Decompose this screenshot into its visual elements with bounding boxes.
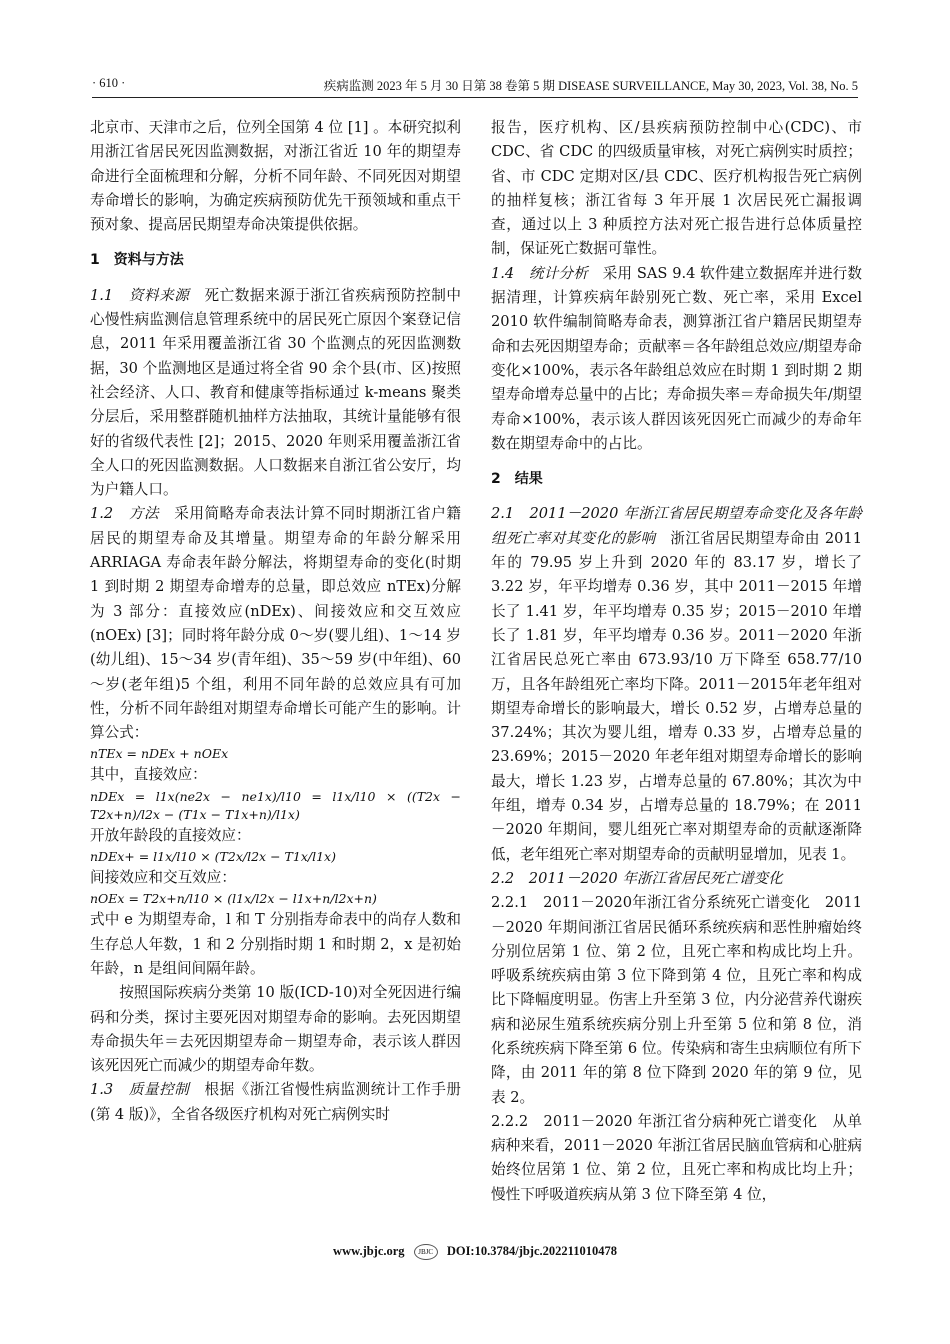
section-1-3-body: 根据《浙江省慢性病监测统计工作手册(第 4 版)》，全省各级医疗机构对死亡病例实时 [90, 1081, 461, 1123]
formula-indirect-effect: nOEx = T2x+n/l10 × (l1x/l2x − l1x+n/l2x+n) [90, 891, 377, 907]
icd-paragraph: 按照国际疾病分类第 10 版(ICD-10)对全死因进行编码和分类，探讨主要死因对期望寿命的影响。去死因期望寿命损失年＝去死因期望寿命－期望寿命，表示该人群因该死因死亡而减少的期望寿命年数。 [90, 984, 461, 1075]
indirect-effect-label: 间接效应和交互效应： [90, 869, 236, 887]
section-2-2-1-body: 2011－2020 年期间浙江省居民循环系统疾病和恶性肿瘤始终分别位居第 1 位、第 2 位，且死亡率和构成比均上升。呼吸系统疾病由第 3 位下降到第 4 位，且死亡率和构成比下降幅度明显。伤害上升至第 3 位，内分泌营养代谢疾病和泌尿生殖系统疾病分别上升至第 5 位和第 8 位，消化系统疾病下降至第 6 位。传染病和寄生虫病顺位有所下降，由 2011 年的第 8 位下降到 2020 年的第 9 位，见表 2。 [491, 894, 862, 1106]
section-2-1-body: 浙江省居民期望寿命由 2011 年的 79.95 岁上升到 2020 年的 83.17 岁，增长了 3.22 岁，年平均增寿 0.36 岁，其中 2011－2015 年增长了 1.41 岁，年平均增寿 0.35 岁；2015－2010 年增长了 1.81 岁，年平均增寿 0.36 岁。2011－2020 年浙江省居民总死亡率由 673.93/10 万下降至 658.77/10万，且各年龄组死亡率均下降。2011－2015年老年组对期望寿命增长的影响最大，增长 0.52 岁，占增寿总量的 37.24%；其次为婴儿组，增寿 0.33 岁，占增寿总量的 23.69%；2015－2020 年老年组对期望寿命增长的影响最大，增长 1.23 岁，占增寿总量的 67.80%；其次为中年组，增寿 0.34 岁，占增寿总量的 18.79%；在 2011－2020 年期间，婴儿组死亡率对期望寿命的贡献逐渐降低，老年组死亡率对期望寿命的贡献明显增加，见表 1。 [491, 529, 862, 863]
left-column [90, 116, 461, 1127]
section-1-2 [90, 502, 461, 745]
formula-open-age-effect: nDEx+ = l1x/l10 × (T2x/l2x − T1x/l1x) [90, 849, 336, 865]
section-2-heading: 2 结果 [491, 471, 543, 488]
where-paragraph: 式中 e 为期望寿命，l 和 T 分别指寿命表中的尚存人数和生存总人年数，1 和 2 分别指时期 1 和时期 2，x 是初始年龄，n 是组间间隔年龄。 [90, 911, 461, 977]
section-1-heading: 1 资料与方法 [90, 252, 184, 269]
section-1-4 [491, 262, 862, 456]
direct-effect-label: 其中，直接效应： [90, 766, 207, 784]
section-2-1-title: 2.1 2011－2020 年浙江省居民期望寿命变化及各年龄组死亡率对其变化的影响 [491, 505, 862, 547]
section-2-2-1 [491, 891, 862, 1110]
journal-logo-icon: JBJC [414, 1244, 438, 1260]
page-header [92, 76, 858, 98]
intro-paragraph: 北京市、天津市之后，位列全国第 4 位 [1] 。本研究拟利用浙江省居民死因监测数据，对浙江省近 10 年的期望寿命进行全面梳理和分解，分析不同年龄、不同死因对期望寿命增长的影响，为确定疾病预防优先干预领域和重点干预对象、提高居民期望寿命决策提供依据。 [90, 119, 461, 234]
section-2-2-1-title: 2.2.1 2011－2020年浙江省分系统死亡谱变化 [491, 894, 811, 912]
section-1-1 [90, 284, 461, 503]
footer-url[interactable]: www.jbjc.org [333, 1244, 405, 1258]
page-footer [0, 1244, 950, 1260]
section-1-4-title: 1.4 统计分析 [491, 264, 588, 282]
page-number: · 610 · [92, 76, 126, 90]
open-age-label: 开放年龄段的直接效应： [90, 826, 251, 844]
quality-control-cont: 报告，医疗机构、区/县疾病预防控制中心(CDC)、市 CDC、省 CDC 的四级质量审核，对死亡病例实时质控；省、市 CDC 定期对区/县 CDC、医疗机构报告死亡病例的抽样复核；浙江省每 3 年开展 1 次居民死亡漏报调查，通过以上 3 种质控方法对死亡报告进行总体质量控制，保证死亡数据可靠性。 [491, 119, 862, 258]
header-rule [92, 97, 858, 98]
right-column [491, 116, 862, 1207]
footer-doi[interactable]: DOI:10.3784/jbjc.202211010478 [446, 1244, 617, 1258]
formula-total-effect: nTEx = nDEx + nOEx [90, 746, 229, 762]
formula-direct-effect: nDEx = l1x(ne2x − ne1x)/l10 = l1x/l10 × ((T2x − T2x+n)/l2x − (T1x − T1x+n)/l1x) [90, 788, 461, 822]
section-1-3-title: 1.3 质量控制 [90, 1081, 190, 1099]
journal-citation: 疾病监测 2023 年 5 月 30 日第 38 卷第 5 期 DISEASE SURVEILLANCE, May 30, 2023, Vol. 38, No. 5 [323, 79, 858, 93]
section-2-2-2-body: 从单病种来看，2011－2020 年浙江省居民脑血管病和心脏病始终位居第 1 位、第 2 位，且死亡率和构成比均上升；慢性下呼吸道疾病从第 3 位下降至第 4 位， [491, 1112, 862, 1203]
section-2-1 [491, 502, 862, 866]
section-1-2-title: 1.2 方法 [90, 505, 160, 523]
section-2-2-2-title: 2.2.2 2011－2020 年浙江省分病种死亡谱变化 [491, 1112, 818, 1130]
section-2-2-title: 2.2 2011－2020 年浙江省居民死亡谱变化 [491, 869, 783, 887]
section-1-3 [90, 1078, 461, 1127]
section-1-1-body: 死亡数据来源于浙江省疾病预防控制中心慢性病监测信息管理系统中的居民死亡原因个案登记信息，2011 年采用覆盖浙江省 30 个监测点的死因监测数据，30 个监测地区是通过将全省 90 余个县(市、区)按照社会经济、人口、教育和健康等指标通过 k-means 聚类分层后，采用整群随机抽样方法抽取，其统计量能够有很好的省级代表性 [2]；2015、2020 年则采用覆盖浙江省全人口的死因监测数据。人口数据来自浙江省公安厅，均为户籍人口。 [90, 286, 461, 499]
section-1-1-title: 1.1 资料来源 [90, 286, 190, 304]
section-1-4-body: 采用 SAS 9.4 软件建立数据库并进行数据清理，计算疾病年龄别死亡数、死亡率，采用 Excel 2010 软件编制简略寿命表，测算浙江省户籍居民期望寿命和去死因期望寿命；贡献率＝各年龄组总效应/期望寿命变化×100%，表示各年龄组总效应在时期 1 到时期 2 期望寿命增寿总量中的占比；寿命损失率＝寿命损失年/期望寿命×100%，表示该人群因该死因死亡而减少的寿命年数在期望寿命中的占比。 [491, 264, 862, 452]
section-2-2-2 [491, 1110, 862, 1207]
section-1-2-body: 采用简略寿命表法计算不同时期浙江省户籍居民的期望寿命及其增量。期望寿命的年龄分解采用 ARRIAGA 寿命表年龄分解法，将期望寿命的变化(时期 1 到时期 2 期望寿命增寿的总量，即总效应 nTEx)分解为 3 部分：直接效应(nDEx)、间接效应和交互效应(nOEx) [3]；同时将年龄分成 0～岁(婴儿组)、1～14 岁(幼儿组)、15～34 岁(青年组)、35～59 岁(中年组)、60～岁(老年组)5 个组，利用不同年龄的总效应具有可加性，分析不同年龄组对期望寿命增长可能产生的影响。计算公式： [90, 505, 461, 742]
